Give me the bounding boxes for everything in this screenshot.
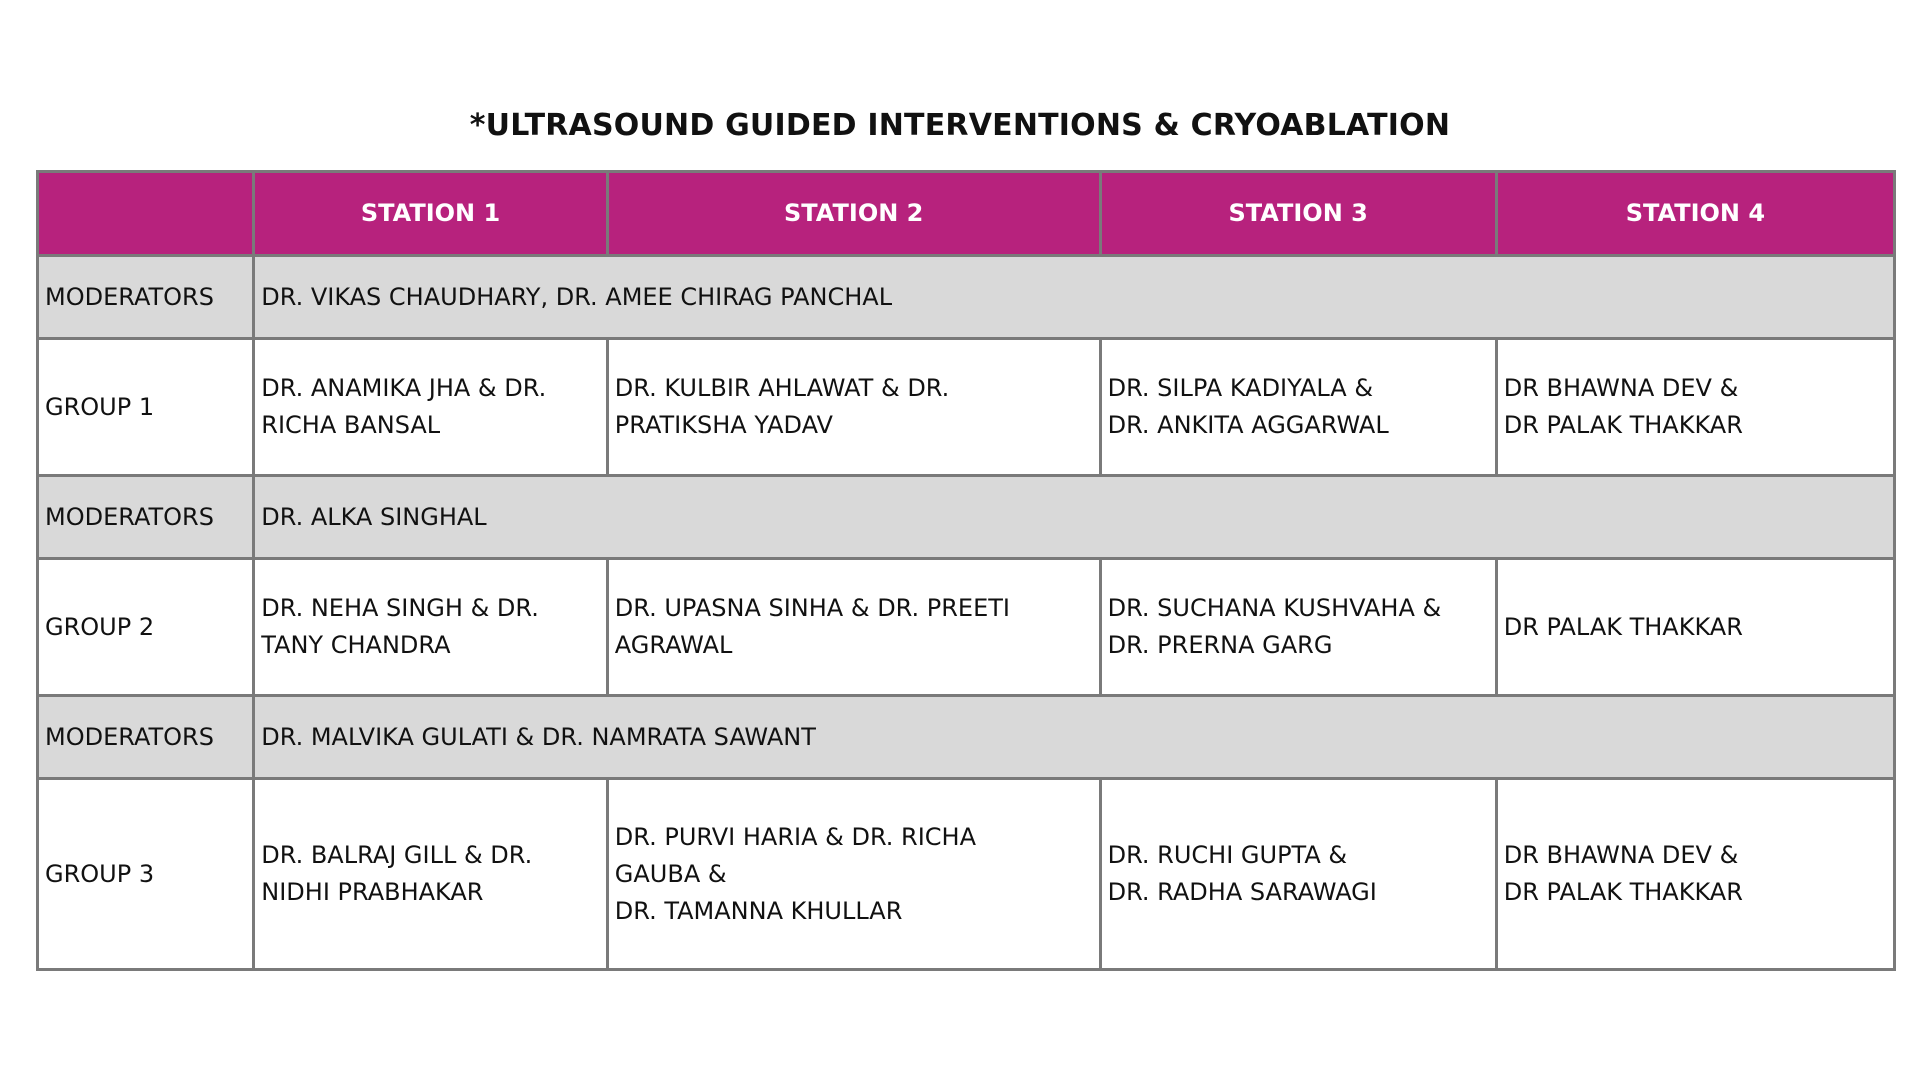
name-line: DR BHAWNA DEV & xyxy=(1503,841,1739,869)
name-line: RICHA BANSAL xyxy=(261,411,441,439)
moderators-row xyxy=(38,256,1895,339)
station-1-cell xyxy=(254,339,608,476)
table-header-row xyxy=(38,172,1895,256)
station-4-cell xyxy=(1496,339,1894,476)
name-line: DR. ANKITA AGGARWAL xyxy=(1107,411,1389,439)
station-2-cell xyxy=(607,339,1100,476)
name-line: DR. NEHA SINGH & DR. xyxy=(261,594,539,622)
name-line: DR. BALRAJ GILL & DR. xyxy=(261,841,533,869)
row-label: GROUP 1 xyxy=(38,339,254,476)
header-station-3: STATION 3 xyxy=(1100,172,1496,256)
name-line: DR. PRERNA GARG xyxy=(1107,631,1333,659)
name-line: PRATIKSHA YADAV xyxy=(614,411,833,439)
header-station-1: STATION 1 xyxy=(254,172,608,256)
group-row xyxy=(38,559,1895,696)
row-label: MODERATORS xyxy=(38,476,254,559)
name-line: AGRAWAL xyxy=(614,631,733,659)
name-line: DR. KULBIR AHLAWAT & DR. xyxy=(614,374,950,402)
group-row xyxy=(38,779,1895,970)
station-4-cell xyxy=(1496,559,1894,696)
name-line: DR. UPASNA SINHA & DR. PREETI xyxy=(614,594,1010,622)
name-line: DR PALAK THAKKAR xyxy=(1503,612,1743,641)
name-line: DR PALAK THAKKAR xyxy=(1503,411,1743,439)
moderators-names: DR. ALKA SINGHAL xyxy=(254,476,1895,559)
station-4-cell xyxy=(1496,779,1894,970)
row-label: GROUP 3 xyxy=(38,779,254,970)
name-line: DR BHAWNA DEV & xyxy=(1503,374,1739,402)
name-line: DR PALAK THAKKAR xyxy=(1503,878,1743,906)
station-2-cell xyxy=(607,559,1100,696)
header-corner-cell xyxy=(38,172,254,256)
name-line: GAUBA & xyxy=(614,859,727,888)
name-line: TANY CHANDRA xyxy=(261,631,451,659)
header-station-4: STATION 4 xyxy=(1496,172,1894,256)
station-3-cell xyxy=(1100,559,1496,696)
moderators-row xyxy=(38,696,1895,779)
station-1-cell xyxy=(254,779,608,970)
name-line: DR. ANAMIKA JHA & DR. xyxy=(261,374,547,402)
name-line: DR. TAMANNA KHULLAR xyxy=(614,896,903,925)
page-title: *ULTRASOUND GUIDED INTERVENTIONS & CRYOABLATION xyxy=(469,108,1451,143)
station-3-cell xyxy=(1100,339,1496,476)
station-3-cell xyxy=(1100,779,1496,970)
row-label: GROUP 2 xyxy=(38,559,254,696)
name-line: DR. RADHA SARAWAGI xyxy=(1107,878,1377,906)
moderators-row xyxy=(38,476,1895,559)
row-label: MODERATORS xyxy=(38,696,254,779)
name-line: NIDHI PRABHAKAR xyxy=(261,878,484,906)
station-2-cell xyxy=(607,779,1100,970)
row-label: MODERATORS xyxy=(38,256,254,339)
name-line: DR. RUCHI GUPTA & xyxy=(1107,841,1348,869)
name-line: DR. SUCHANA KUSHVAHA & xyxy=(1107,594,1442,622)
station-1-cell xyxy=(254,559,608,696)
moderators-names: DR. VIKAS CHAUDHARY, DR. AMEE CHIRAG PANCHAL xyxy=(254,256,1895,339)
name-line: DR. SILPA KADIYALA & xyxy=(1107,374,1374,402)
schedule-table xyxy=(36,170,1896,971)
header-station-2: STATION 2 xyxy=(607,172,1100,256)
moderators-names: DR. MALVIKA GULATI & DR. NAMRATA SAWANT xyxy=(254,696,1895,779)
group-row xyxy=(38,339,1895,476)
name-line: DR. PURVI HARIA & DR. RICHA xyxy=(614,822,977,851)
